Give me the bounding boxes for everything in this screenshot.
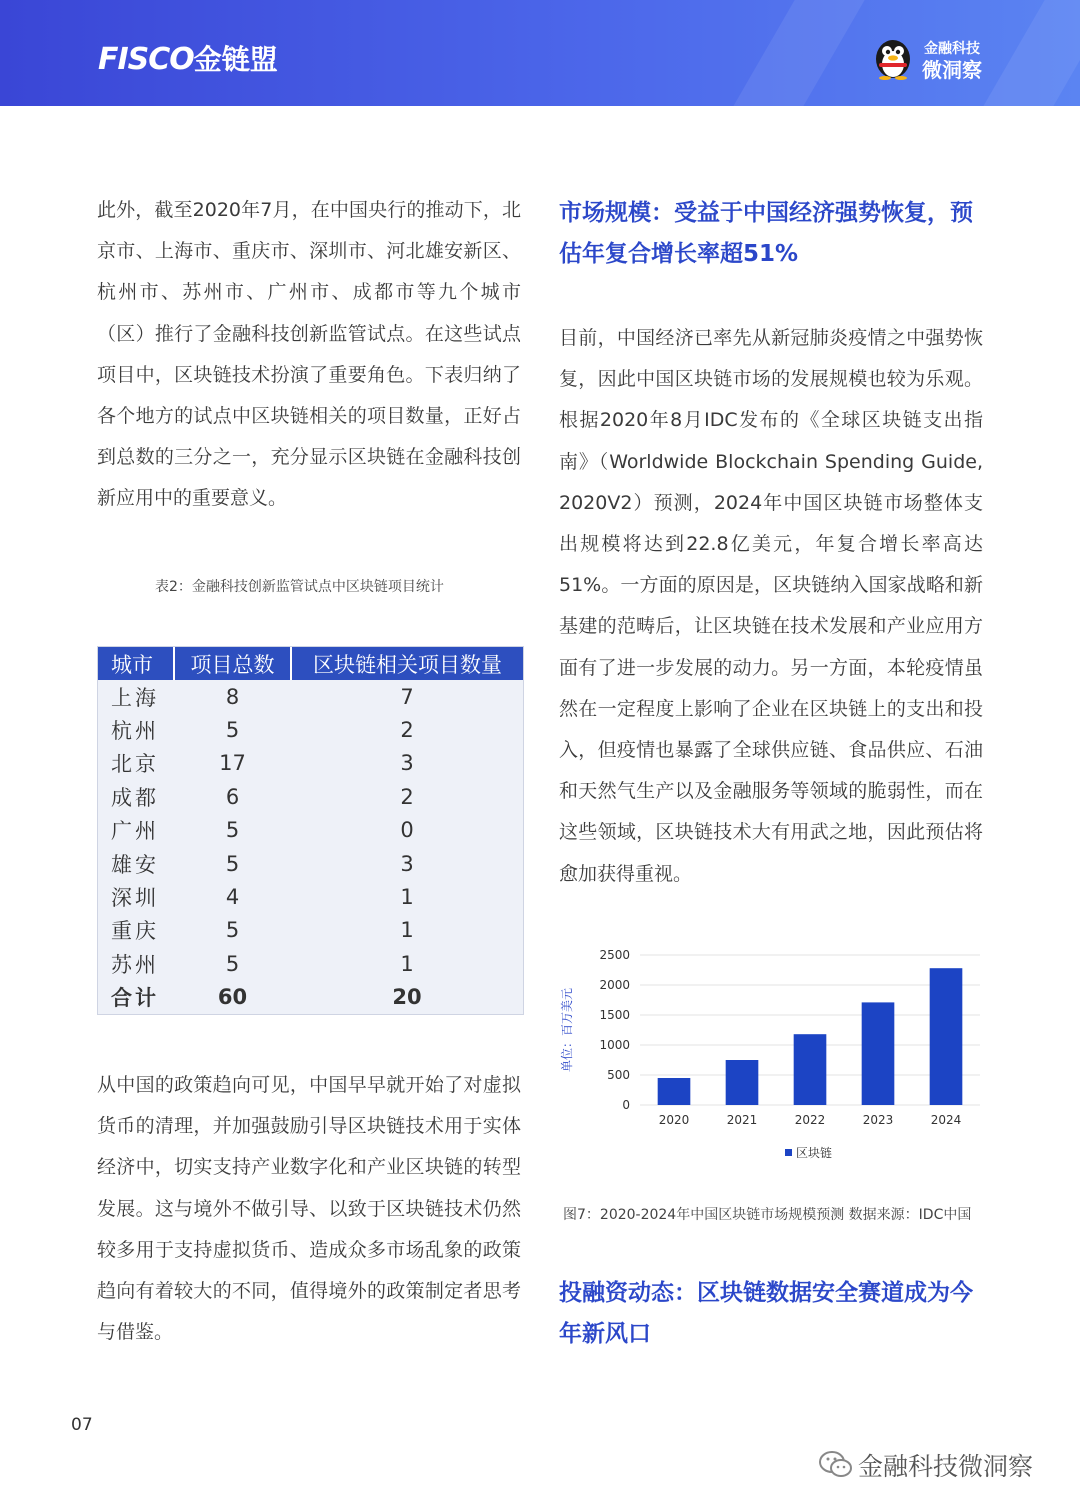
bar: [658, 1078, 691, 1105]
page-number: 07: [71, 1415, 93, 1435]
y-tick-label: 1500: [599, 1008, 630, 1022]
header-total: 项目总数: [174, 647, 291, 680]
table-row: [98, 780, 523, 813]
brand-line2: 微洞察: [922, 58, 982, 82]
section-heading-market-size: 市场规模：受益于中国经济强势恢复，预估年复合增长率超51%: [559, 200, 973, 267]
cell-blockchain: 3: [400, 751, 414, 776]
fisco-logo: [98, 38, 278, 78]
page-header: [0, 0, 1080, 106]
footer-brand: [818, 1445, 1058, 1485]
wechat-icon: [818, 1449, 854, 1481]
cell-city: 杭州: [111, 719, 159, 744]
x-tick-label: 2022: [794, 1113, 826, 1127]
penguin-icon: [872, 36, 914, 80]
footer-brand-text: 金融科技微洞察: [858, 1452, 1034, 1481]
logo-latin: FISCO: [98, 42, 194, 77]
pilot-stats-table: [97, 646, 524, 1015]
x-tick-label: 2023: [862, 1113, 894, 1127]
cell-total: 5: [225, 818, 240, 843]
cell-total-label: 合计: [111, 986, 159, 1011]
cell-blockchain: 2: [400, 718, 414, 743]
cell-blockchain-sum: 20: [392, 985, 422, 1010]
cell-total-sum: 60: [217, 985, 248, 1010]
left-paragraph-2: 从中国的政策趋向可见，中国早早就开始了对虚拟货币的清理，并加强鼓励引导区块链技术用于实体经济中，切实支持产业数字化和产业区块链的转型发展。这与境外不做引导、以致于区块链技术仍然较多用于支持虚拟货币、造成众多市场乱象的政策趋向有着较大的不同，值得境外的政策制定者思考与借鉴。: [97, 1074, 521, 1344]
cell-total: 8: [225, 684, 240, 709]
cell-city: 雄安: [111, 852, 159, 877]
brand-line1: 金融科技: [924, 41, 980, 57]
y-tick-label: 0: [622, 1098, 630, 1112]
cell-total: 5: [225, 718, 240, 743]
table-row: [98, 880, 523, 913]
cell-blockchain: 7: [400, 684, 414, 709]
bar: [862, 1002, 895, 1105]
cell-city: 重庆: [111, 919, 159, 944]
table-caption: 表2：金融科技创新监管试点中区块链项目统计: [155, 579, 444, 595]
legend-swatch: [785, 1149, 792, 1156]
bar: [794, 1034, 827, 1105]
table-row: [98, 814, 523, 847]
cell-blockchain: 1: [400, 951, 414, 976]
bar: [930, 968, 963, 1105]
market-size-bar-chart: [555, 940, 985, 1180]
cell-total: 5: [225, 851, 240, 876]
header-city: 城市: [98, 647, 174, 680]
header-blockchain: 区块链相关项目数量: [291, 647, 523, 680]
table-row: [98, 847, 523, 880]
cell-total: 6: [225, 784, 240, 809]
table-row: [98, 747, 523, 780]
cell-blockchain: 1: [400, 918, 414, 943]
table-total-row: [98, 981, 523, 1014]
chart-caption: 图7：2020-2024年中国区块链市场规模预测 数据来源：IDC中国: [563, 1207, 972, 1223]
cell-city: 苏州: [111, 952, 159, 977]
brand-badge: [872, 36, 992, 82]
table-row: [98, 914, 523, 947]
cell-total: 5: [225, 951, 240, 976]
cell-blockchain: 1: [400, 885, 414, 910]
cell-total: 5: [225, 918, 240, 943]
section-heading-investment: 投融资动态：区块链数据安全赛道成为今年新风口: [559, 1280, 973, 1347]
x-tick-label: 2024: [930, 1113, 962, 1127]
y-tick-label: 500: [607, 1068, 630, 1082]
bar: [726, 1060, 759, 1105]
cell-city: 上海: [111, 685, 159, 710]
y-tick-label: 2500: [599, 948, 630, 962]
legend-label: 区块链: [796, 1146, 833, 1160]
cell-blockchain: 2: [400, 784, 414, 809]
cell-blockchain: 0: [400, 818, 414, 843]
cell-city: 广州: [111, 819, 159, 844]
cell-city: 深圳: [111, 886, 159, 911]
y-tick-label: 1000: [599, 1038, 630, 1052]
cell-city: 成都: [111, 785, 159, 810]
y-tick-label: 2000: [599, 978, 630, 992]
logo-cn: 金链盟: [193, 43, 278, 76]
x-tick-label: 2020: [658, 1113, 690, 1127]
x-tick-label: 2021: [726, 1113, 758, 1127]
cell-total: 17: [219, 751, 246, 776]
cell-blockchain: 3: [400, 851, 414, 876]
table-row: [98, 947, 523, 980]
cell-total: 4: [225, 885, 240, 910]
table-header-row: [98, 647, 523, 680]
table-row: [98, 713, 523, 746]
y-axis-label: 单位：百万美元: [560, 987, 574, 1073]
cell-city: 北京: [111, 752, 159, 777]
right-paragraph-1: 目前，中国经济已率先从新冠肺炎疫情之中强势恢复，因此中国区块链市场的发展规模也较为乐观。根据2020年8月IDC发布的《全球区块链支出指南》（Worldwide Blockchain Spending Guide, 2020V2）预测，2024年中国区块链市场整体支出规模将达到22.8亿美元，年复合增长率高达51%。一方面的原因是，区块链纳入国家战略和新基建的范畴后，让区块链在技术发展和产业应用方面有了进一步发展的动力。另一方面，本轮疫情虽然在一定程度上影响了企业在区块链上的支出和投入，但疫情也暴露了全球供应链、食品供应、石油和天然气生产以及金融服务等领域的脆弱性，而在这些领域，区块链技术大有用武之地，因此预估将愈加获得重视。: [559, 327, 983, 885]
table-row: [98, 680, 523, 713]
left-paragraph-1: 此外，截至2020年7月，在中国央行的推动下，北京市、上海市、重庆市、深圳市、河北雄安新区、杭州市、苏州市、广州市、成都市等九个城市（区）推行了金融科技创新监管试点。在这些试点项目中，区块链技术扮演了重要角色。下表归纳了各个地方的试点中区块链相关的项目数量，正好占到总数的三分之一，充分显示区块链在金融科技创新应用中的重要意义。: [97, 199, 521, 510]
